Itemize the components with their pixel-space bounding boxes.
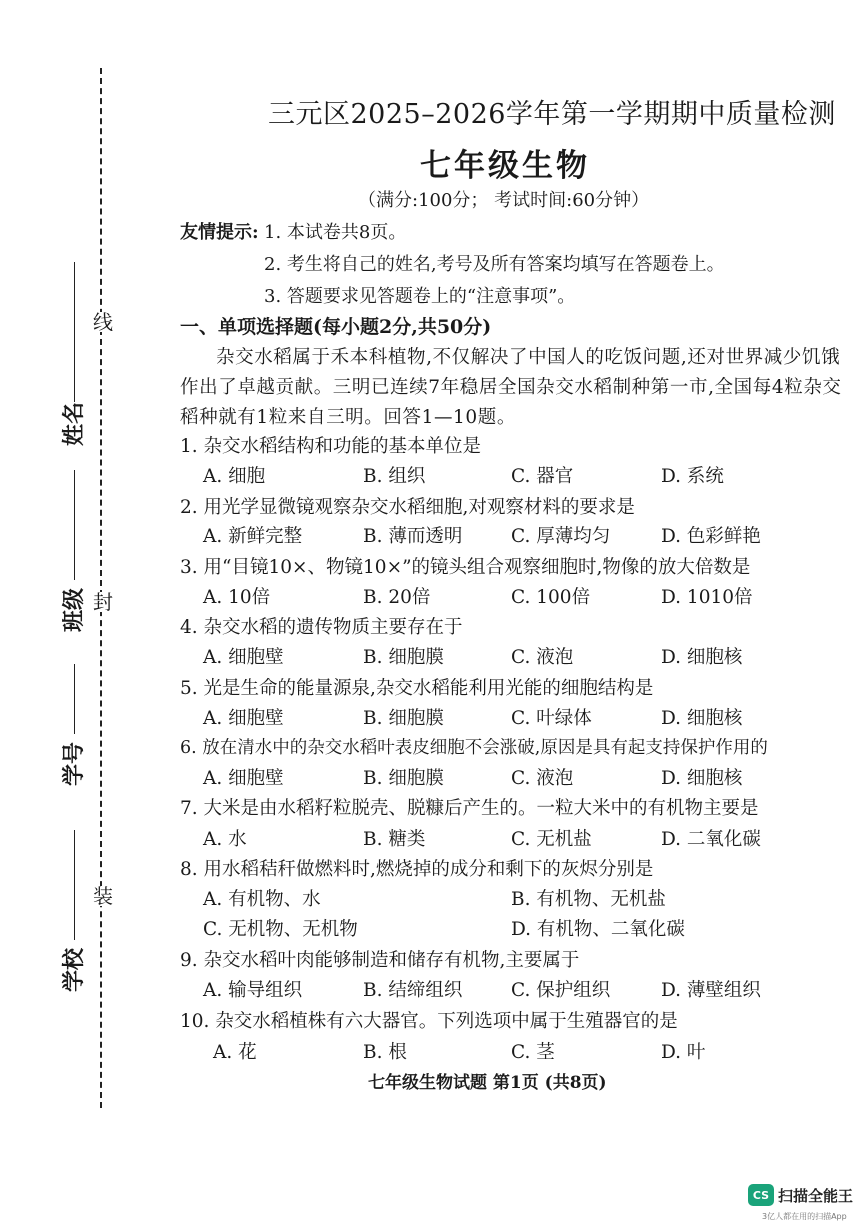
question-stem: 4. 杂交水稻的遗传物质主要存在于 xyxy=(180,617,463,638)
option-a[interactable]: A. 水 xyxy=(203,829,247,850)
question-stem: 2. 用光学显微镜观察杂交水稻细胞,对观察材料的要求是 xyxy=(180,497,635,518)
option-b[interactable]: B. 20倍 xyxy=(363,587,431,608)
exam-meta: （满分:100分； 考试时间:60分钟） xyxy=(358,190,650,211)
option-b[interactable]: B. 结缔组织 xyxy=(363,980,463,1001)
option-a[interactable]: A. 10倍 xyxy=(203,587,271,608)
note-item: 1. 本试卷共8页。 xyxy=(264,222,407,243)
question-stem: 1. 杂交水稻结构和功能的基本单位是 xyxy=(180,436,482,457)
section-title: 一、单项选择题(每小题2分,共50分) xyxy=(180,316,492,338)
option-a[interactable]: A. 有机物、水 xyxy=(203,889,321,910)
option-a[interactable]: A. 花 xyxy=(213,1042,257,1063)
binding-mark-line: 线 xyxy=(93,310,113,334)
school-field[interactable] xyxy=(60,830,88,1000)
option-d[interactable]: D. 有机物、二氧化碳 xyxy=(511,919,685,940)
option-a[interactable]: A. 输导组织 xyxy=(203,980,303,1001)
passage-line: 稻种就有1粒来自三明。回答1—10题。 xyxy=(180,407,516,428)
question-stem: 10. 杂交水稻植株有六大器官。下列选项中属于生殖器官的是 xyxy=(180,1011,678,1032)
option-c[interactable]: C. 叶绿体 xyxy=(511,708,592,729)
option-a[interactable]: A. 细胞壁 xyxy=(203,647,284,668)
class-label: 班级 xyxy=(61,587,88,633)
number-field[interactable] xyxy=(60,664,88,794)
option-b[interactable]: B. 有机物、无机盐 xyxy=(511,889,666,910)
option-a[interactable]: A. 细胞壁 xyxy=(203,768,284,789)
note-item: 2. 考生将自己的姓名,考号及所有答案均填写在答题卷上。 xyxy=(264,254,725,275)
watermark-name: 扫描全能王 xyxy=(778,1187,854,1205)
option-d[interactable]: D. 系统 xyxy=(661,466,724,487)
page-footer: 七年级生物试题 第1页 (共8页) xyxy=(368,1073,607,1093)
school-label: 学校 xyxy=(61,947,88,993)
notes-label: 友情提示: xyxy=(180,222,259,243)
binding-mark-bind: 装 xyxy=(93,884,113,908)
binding-mark-seal: 封 xyxy=(93,590,113,614)
option-b[interactable]: B. 细胞膜 xyxy=(363,768,444,789)
passage-line: 作出了卓越贡献。三明已连续7年稳居全国杂交水稻制种第一市,全国每4粒杂交 xyxy=(180,377,842,398)
class-blank[interactable] xyxy=(74,470,75,580)
option-a[interactable]: A. 新鲜完整 xyxy=(203,526,303,547)
option-b[interactable]: B. 糖类 xyxy=(363,829,426,850)
option-c[interactable]: C. 器官 xyxy=(511,466,574,487)
option-d[interactable]: D. 细胞核 xyxy=(661,647,743,668)
option-d[interactable]: D. 薄壁组织 xyxy=(661,980,761,1001)
name-blank[interactable] xyxy=(74,262,75,402)
question-stem: 9. 杂交水稻叶肉能够制造和储存有机物,主要属于 xyxy=(180,950,580,971)
name-field[interactable] xyxy=(60,262,88,446)
option-d[interactable]: D. 1010倍 xyxy=(661,587,753,608)
question-stem: 5. 光是生命的能量源泉,杂交水稻能利用光能的细胞结构是 xyxy=(180,678,654,699)
option-b[interactable]: B. 细胞膜 xyxy=(363,708,444,729)
number-label: 学号 xyxy=(61,741,88,787)
subject-title: 七年级生物 xyxy=(420,148,590,184)
option-b[interactable]: B. 细胞膜 xyxy=(363,647,444,668)
option-b[interactable]: B. 组织 xyxy=(363,466,426,487)
school-blank[interactable] xyxy=(74,830,75,940)
name-label: 姓名 xyxy=(61,401,88,447)
question-stem: 3. 用“目镜10×、物镜10×”的镜头组合观察细胞时,物像的放大倍数是 xyxy=(180,557,751,578)
option-c[interactable]: C. 100倍 xyxy=(511,587,591,608)
option-c[interactable]: C. 厚薄均匀 xyxy=(511,526,611,547)
option-b[interactable]: B. 薄而透明 xyxy=(363,526,463,547)
option-d[interactable]: D. 细胞核 xyxy=(661,768,743,789)
option-d[interactable]: D. 叶 xyxy=(661,1042,706,1063)
question-stem: 8. 用水稻秸秆做燃料时,燃烧掉的成分和剩下的灰烬分别是 xyxy=(180,859,654,880)
passage-line: 杂交水稻属于禾本科植物,不仅解决了中国人的吃饭问题,还对世界减少饥饿 xyxy=(216,347,841,368)
option-a[interactable]: A. 细胞壁 xyxy=(203,708,284,729)
number-blank[interactable] xyxy=(74,664,75,734)
option-c[interactable]: C. 无机盐 xyxy=(511,829,592,850)
option-c[interactable]: C. 液泡 xyxy=(511,647,574,668)
note-item: 3. 答题要求见答题卷上的“注意事项”。 xyxy=(264,286,576,307)
class-field[interactable] xyxy=(60,470,88,640)
question-stem: 6. 放在清水中的杂交水稻叶表皮细胞不会涨破,原因是具有起支持保护作用的 xyxy=(180,738,768,758)
binding-dashed-line xyxy=(100,68,102,1108)
option-c[interactable]: C. 液泡 xyxy=(511,768,574,789)
question-stem: 7. 大米是由水稻籽粒脱壳、脱糠后产生的。一粒大米中的有机物主要是 xyxy=(180,798,759,819)
option-a[interactable]: A. 细胞 xyxy=(203,466,266,487)
option-c[interactable]: C. 保护组织 xyxy=(511,980,611,1001)
option-d[interactable]: D. 细胞核 xyxy=(661,708,743,729)
option-c[interactable]: C. 无机物、无机物 xyxy=(203,919,358,940)
watermark-subtitle: 3亿人都在用的扫描App xyxy=(762,1212,847,1221)
camscanner-logo-icon: CS xyxy=(748,1184,774,1206)
option-c[interactable]: C. 茎 xyxy=(511,1042,555,1063)
exam-title: 三元区2025–2026学年第一学期期中质量检测 xyxy=(268,99,836,130)
option-d[interactable]: D. 色彩鲜艳 xyxy=(661,526,761,547)
option-d[interactable]: D. 二氧化碳 xyxy=(661,829,761,850)
option-b[interactable]: B. 根 xyxy=(363,1042,407,1063)
